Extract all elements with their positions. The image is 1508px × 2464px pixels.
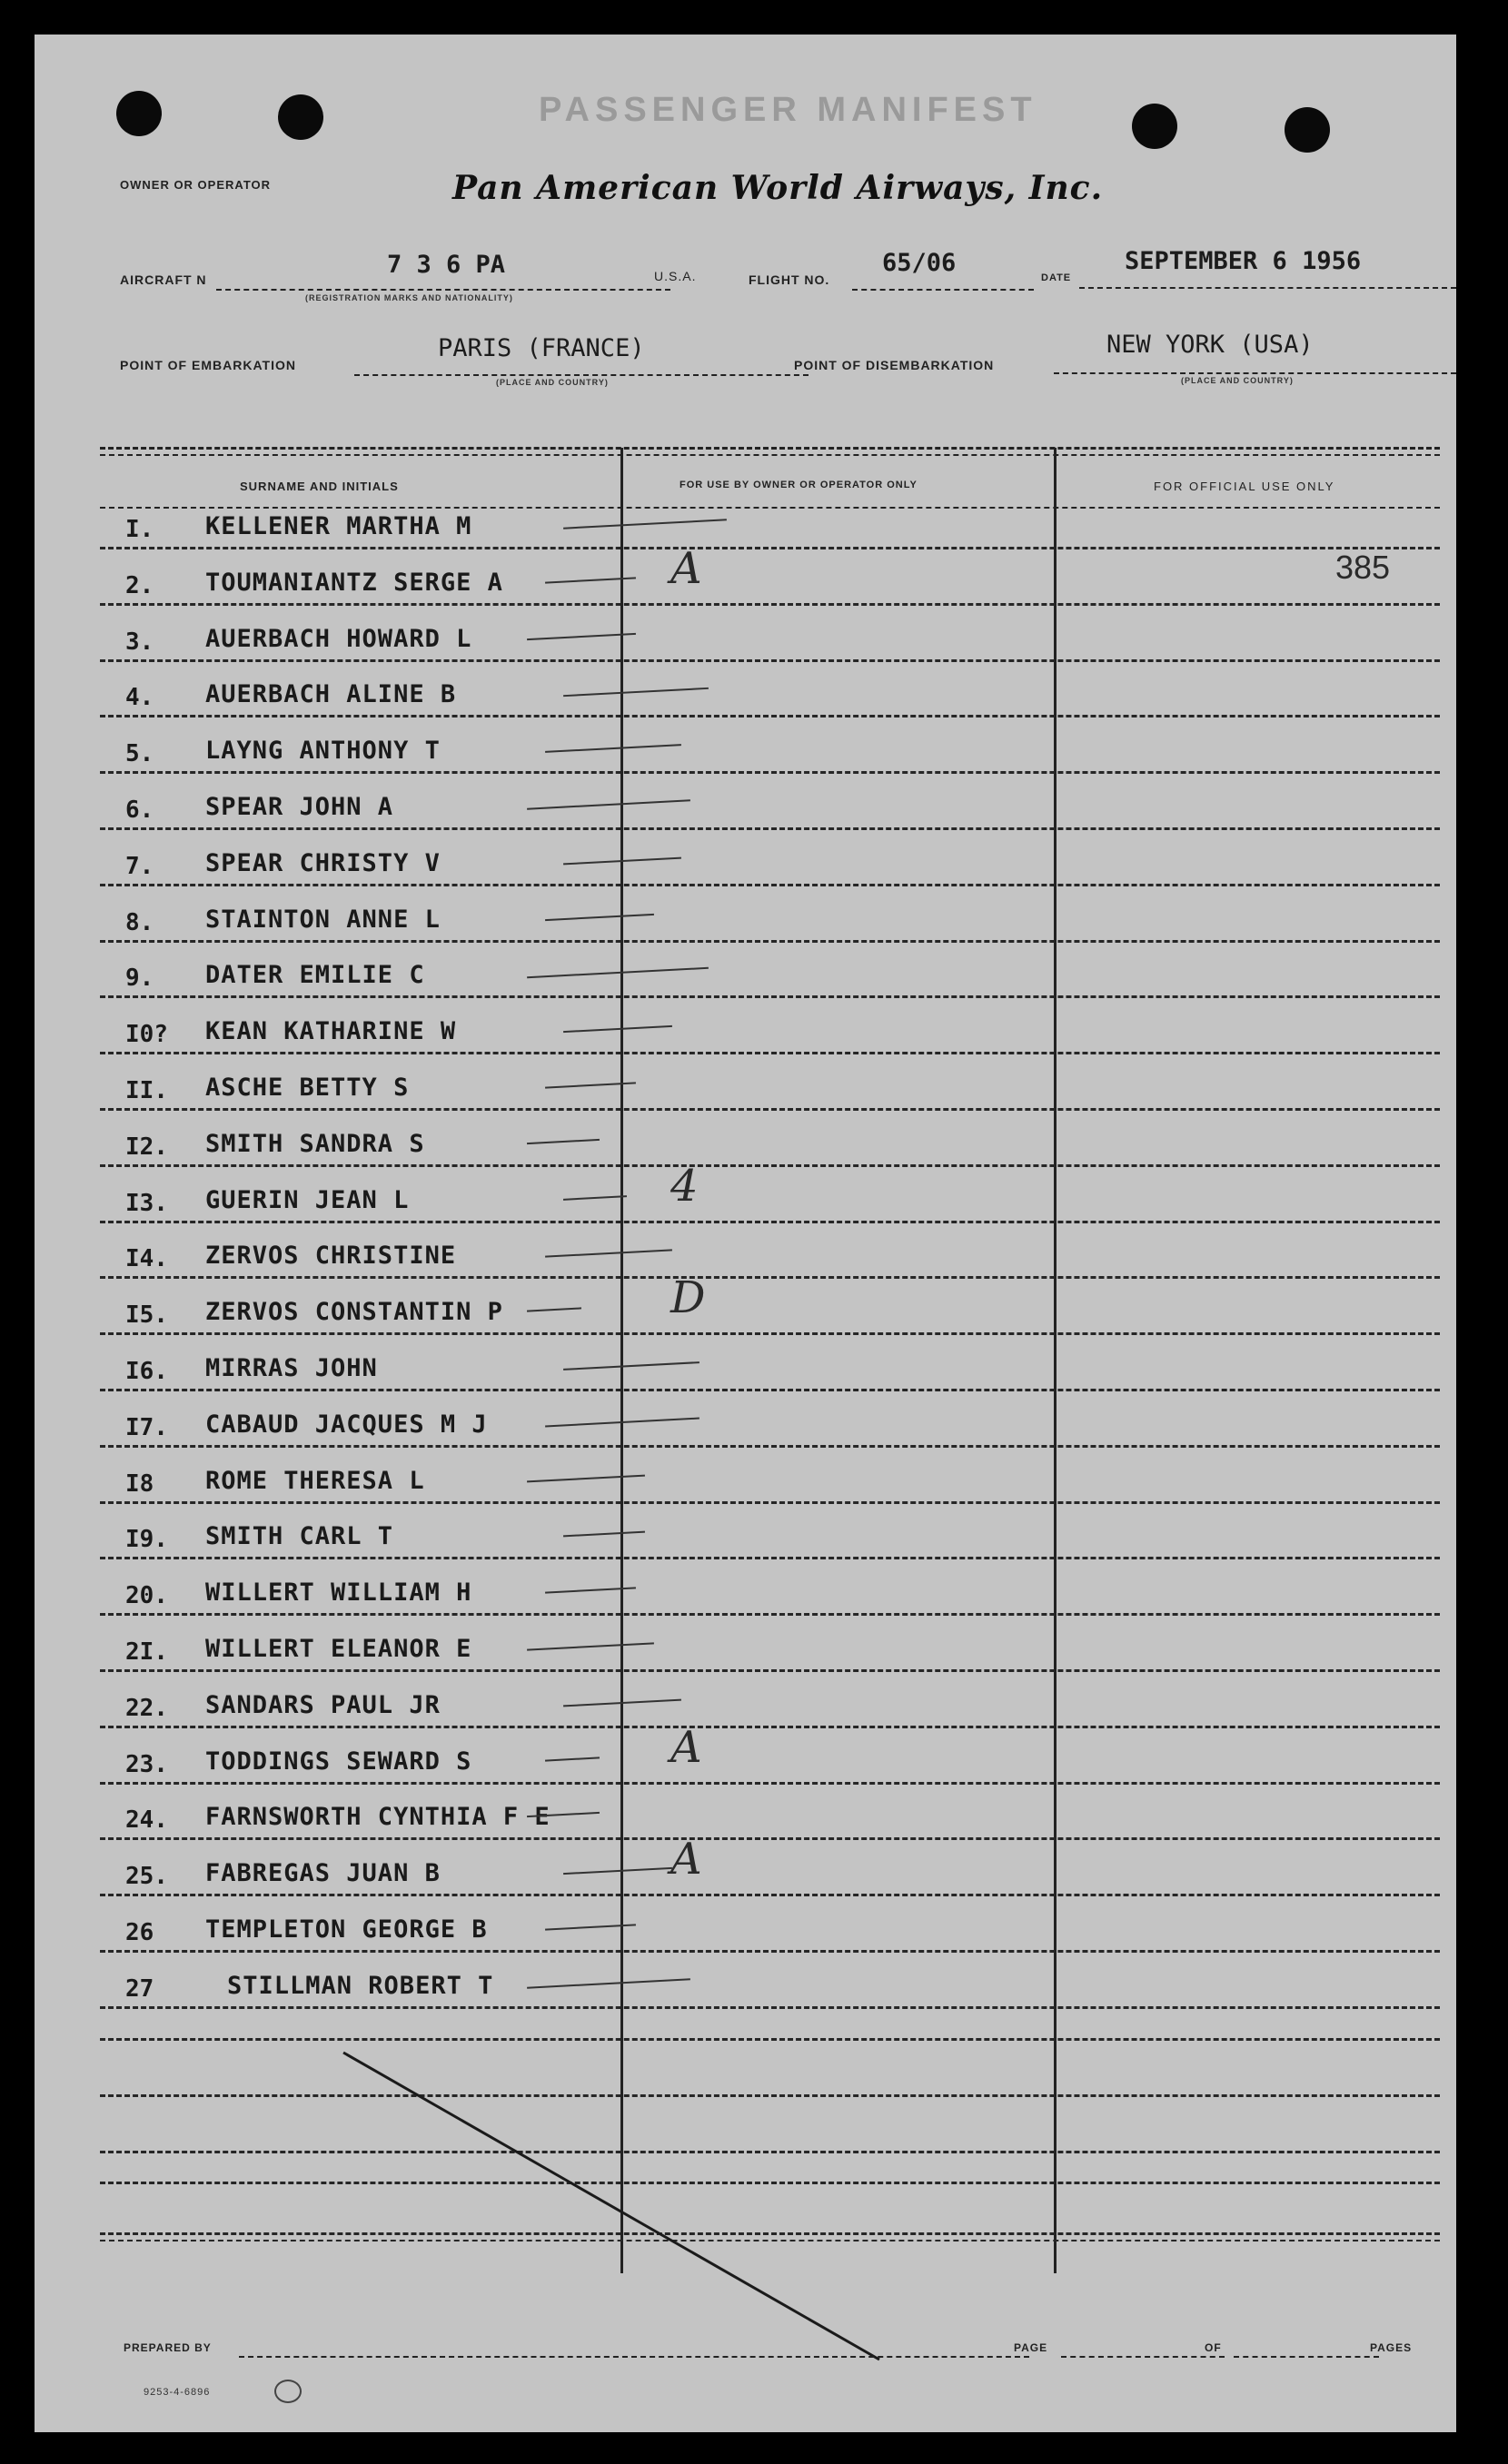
flight-value: 65/06 (882, 249, 957, 277)
passenger-number: 9. (125, 965, 154, 992)
date-label: DATE (1041, 272, 1072, 283)
passenger-number: 7. (125, 853, 154, 880)
passenger-name: FARNSWORTH CYNTHIA F E (205, 1803, 551, 1831)
passenger-name: SMITH CARL T (205, 1522, 394, 1550)
passenger-name: STILLMAN ROBERT T (227, 1972, 494, 2000)
pages-label: PAGES (1370, 2341, 1413, 2354)
column-owner-use: FOR USE BY OWNER OR OPERATOR ONLY (680, 480, 918, 490)
passenger-number: I. (125, 516, 154, 543)
of-underline (1234, 2356, 1379, 2358)
passenger-name: WILLERT ELEANOR E (205, 1635, 472, 1663)
passenger-name: SPEAR JOHN A (205, 793, 394, 821)
passenger-number: 24. (125, 1806, 168, 1834)
passenger-number: 26 (125, 1919, 154, 1946)
passenger-name: DATER EMILIE C (205, 961, 425, 989)
disembark-value: NEW YORK (USA) (1106, 331, 1314, 359)
passenger-name: TEMPLETON GEORGE B (205, 1915, 488, 1944)
prepared-underline (239, 2356, 1029, 2358)
passenger-name: SMITH SANDRA S (205, 1130, 425, 1158)
passenger-number: II. (125, 1077, 168, 1104)
usa-label: U.S.A. (654, 269, 697, 283)
passenger-name: KEAN KATHARINE W (205, 1017, 457, 1045)
passenger-number: 2I. (125, 1638, 168, 1666)
passenger-number: I8 (125, 1470, 154, 1498)
passenger-name: GUERIN JEAN L (205, 1186, 410, 1214)
passenger-name: TOUMANIANTZ SERGE A (205, 569, 503, 597)
aircraft-label: AIRCRAFT N (120, 272, 207, 287)
passenger-name: CABAUD JACQUES M J (205, 1410, 488, 1439)
handwritten-mark: D (670, 1272, 706, 1323)
passenger-name: TODDINGS SEWARD S (205, 1747, 472, 1776)
handwritten-mark: A (670, 1834, 702, 1885)
passenger-number: 20. (125, 1582, 168, 1609)
passenger-number: 2. (125, 572, 154, 599)
stamp-title: PASSENGER MANIFEST (539, 91, 1037, 129)
passenger-number: 22. (125, 1695, 168, 1722)
embark-sublabel: (PLACE AND COUNTRY) (496, 378, 609, 387)
passenger-number: 4. (125, 684, 154, 711)
passenger-number: I4. (125, 1245, 168, 1272)
passenger-name: MIRRAS JOHN (205, 1354, 378, 1382)
prepared-label: PREPARED BY (124, 2341, 212, 2354)
owner-label: OWNER OR OPERATOR (120, 178, 272, 192)
passenger-name: WILLERT WILLIAM H (205, 1578, 472, 1607)
column-surname: SURNAME AND INITIALS (240, 480, 399, 493)
passenger-number: 5. (125, 740, 154, 767)
handwritten-mark: 4 (670, 1161, 699, 1212)
company-name: Pan American World Airways, Inc. (452, 169, 1104, 207)
passenger-number: 3. (125, 628, 154, 656)
passenger-name: ZERVOS CHRISTINE (205, 1242, 457, 1270)
page-label: PAGE (1014, 2341, 1048, 2354)
aircraft-value: 7 3 6 PA (387, 251, 506, 279)
passenger-name: SANDARS PAUL JR (205, 1691, 441, 1719)
manifest-sheet (35, 35, 1456, 2432)
handwritten-mark: A (670, 543, 702, 594)
passenger-name: KELLENER MARTHA M (205, 512, 472, 540)
passenger-number: I5. (125, 1301, 168, 1329)
passenger-number: I9. (125, 1526, 168, 1553)
embark-label: POINT OF EMBARKATION (120, 358, 296, 372)
passenger-name: AUERBACH HOWARD L (205, 625, 472, 653)
passenger-name: ZERVOS CONSTANTIN P (205, 1298, 503, 1326)
of-label: OF (1205, 2341, 1222, 2354)
handwritten-mark: A (670, 1722, 702, 1773)
page-underline (1061, 2356, 1225, 2358)
passenger-name: ASCHE BETTY S (205, 1074, 410, 1102)
date-value: SEPTEMBER 6 1956 (1125, 247, 1362, 275)
official-number: 385 (1335, 549, 1391, 586)
passenger-number: 27 (125, 1975, 154, 2003)
embark-value: PARIS (FRANCE) (438, 334, 645, 362)
column-official-use: FOR OFFICIAL USE ONLY (1154, 480, 1335, 493)
passenger-number: I7. (125, 1414, 168, 1441)
passenger-number: 25. (125, 1863, 168, 1890)
passenger-name: ROME THERESA L (205, 1467, 425, 1495)
passenger-name: AUERBACH ALINE B (205, 680, 457, 708)
passenger-number: I2. (125, 1133, 168, 1161)
passenger-number: I3. (125, 1190, 168, 1217)
passenger-name: SPEAR CHRISTY V (205, 849, 441, 877)
passenger-number: 23. (125, 1751, 168, 1778)
disembark-sublabel: (PLACE AND COUNTRY) (1181, 376, 1294, 385)
passenger-number: 8. (125, 909, 154, 936)
flight-label: FLIGHT NO. (749, 272, 830, 287)
disembark-label: POINT OF DISEMBARKATION (794, 358, 995, 372)
passenger-name: STAINTON ANNE L (205, 905, 441, 934)
cancel-stroke (35, 35, 1456, 2432)
union-bug-icon (274, 2380, 302, 2403)
passenger-number: 6. (125, 797, 154, 824)
aircraft-sublabel: (REGISTRATION MARKS AND NATIONALITY) (305, 293, 513, 302)
cancel-stroke-line (343, 2053, 879, 2360)
passenger-number: I0? (125, 1021, 168, 1048)
form-number: 9253-4-6896 (144, 2387, 211, 2398)
passenger-name: FABREGAS JUAN B (205, 1859, 441, 1887)
passenger-name: LAYNG ANTHONY T (205, 737, 441, 765)
passenger-number: I6. (125, 1358, 168, 1385)
